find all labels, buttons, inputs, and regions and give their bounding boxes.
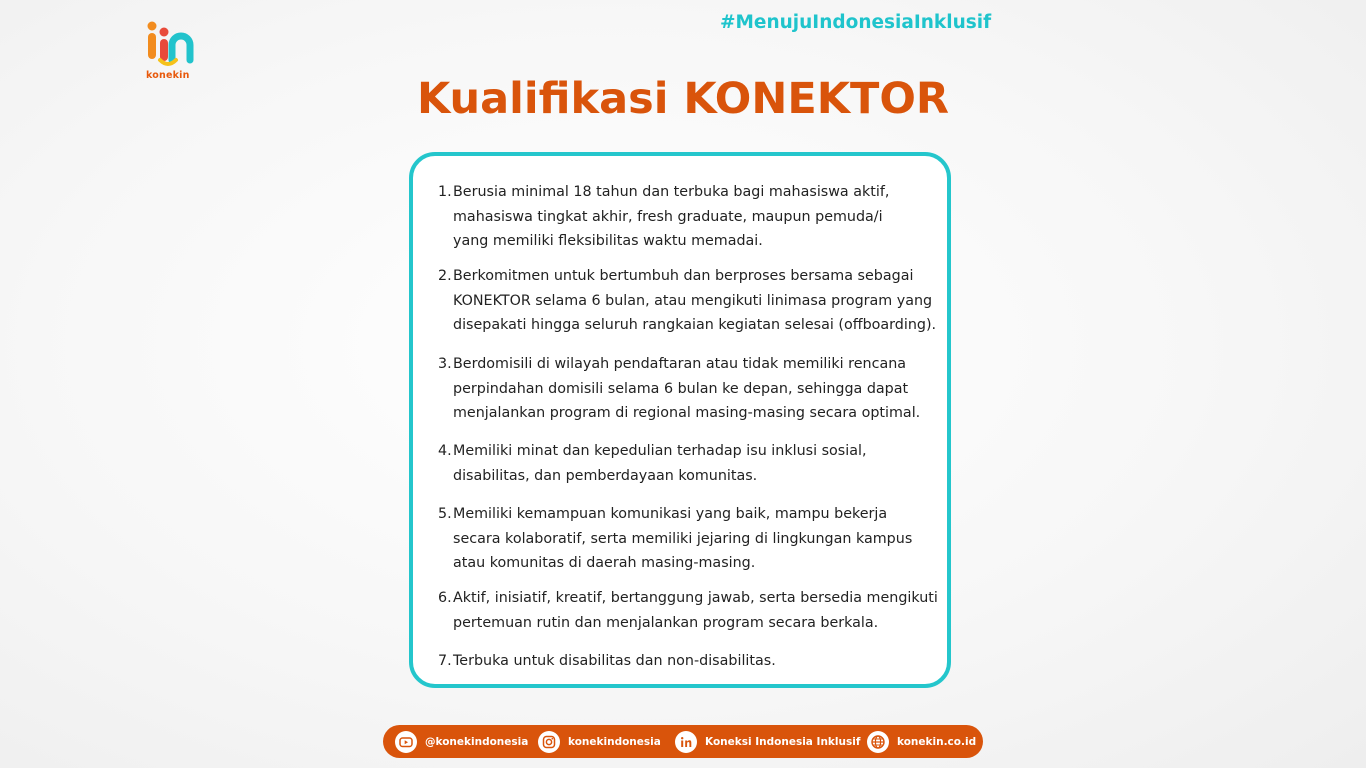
globe-icon (867, 731, 889, 753)
requirement-line: Berdomisili di wilayah pendaftaran atau tidak memiliki rencana (453, 356, 907, 372)
social-footer-bar (383, 725, 983, 758)
linkedin-label: Koneksi Indonesia Inklusif (705, 735, 861, 748)
requirement-line: Terbuka untuk disabilitas dan non-disabilitas. (453, 653, 776, 669)
youtube-label: @konekindonesia (425, 735, 529, 748)
requirement-line: Berusia minimal 18 tahun dan terbuka bagi mahasiswa aktif, (453, 184, 890, 200)
requirement-item-5 (436, 502, 951, 576)
requirement-line: atau komunitas di daerah masing-masing. (453, 555, 756, 571)
konekin-logo-mark (144, 20, 194, 68)
instagram-label: konekindonesia (568, 735, 661, 748)
requirement-line: KONEKTOR selama 6 bulan, atau mengikuti linimasa program yang (453, 292, 933, 309)
linkedin-link[interactable] (675, 730, 860, 753)
requirements-card (409, 152, 951, 688)
requirement-number: 1. (438, 184, 452, 200)
requirement-line: Aktif, inisiatif, kreatif, bertanggung jawab, serta bersedia mengikuti (453, 590, 938, 606)
requirement-line: Memiliki kemampuan komunikasi yang baik, mampu bekerja (453, 506, 888, 522)
requirement-line: secara kolaboratif, serta memiliki jejaring di lingkungan kampus (453, 530, 913, 547)
youtube-link[interactable] (395, 730, 528, 753)
requirement-line: menjalankan program di regional masing-masing secara optimal. (453, 405, 921, 421)
requirement-item-2 (436, 264, 951, 338)
requirement-line: yang memiliki fleksibilitas waktu memadai. (453, 233, 763, 249)
requirement-number: 6. (438, 590, 452, 606)
website-link[interactable] (867, 730, 976, 753)
requirement-line: Berkomitmen untuk bertumbuh dan berproses bersama sebagai (453, 268, 914, 284)
requirement-item-3 (436, 352, 951, 426)
requirement-item-4 (436, 439, 951, 488)
logo-text: konekin (146, 70, 190, 81)
instagram-link[interactable] (538, 730, 661, 753)
requirement-number: 7. (438, 653, 452, 669)
requirement-line: perpindahan domisili selama 6 bulan ke depan, sehingga dapat (453, 380, 909, 397)
linkedin-icon (675, 731, 697, 753)
requirement-item-1 (436, 180, 951, 254)
campaign-hashtag: #MenujuIndonesiaInklusif (720, 12, 992, 33)
instagram-icon (538, 731, 560, 753)
requirement-line: disepakati hingga seluruh rangkaian kegiatan selesai (offboarding). (453, 317, 937, 333)
website-label: konekin.co.id (897, 735, 977, 748)
requirement-line: pertemuan rutin dan menjalankan program secara berkala. (453, 614, 879, 631)
requirement-number: 3. (438, 356, 452, 372)
requirement-line: disabilitas, dan pemberdayaan komunitas. (453, 467, 758, 484)
requirement-item-6 (436, 586, 951, 635)
requirement-number: 5. (438, 506, 452, 522)
youtube-icon (395, 731, 417, 753)
requirement-item-7 (436, 649, 951, 674)
requirement-line: mahasiswa tingkat akhir, fresh graduate, maupun pemuda/i (453, 208, 883, 225)
page-title: Kualifikasi KONEKTOR (416, 74, 950, 124)
requirement-number: 4. (438, 443, 452, 459)
requirement-number: 2. (438, 268, 452, 284)
requirement-line: Memiliki minat dan kepedulian terhadap isu inklusi sosial, (453, 443, 867, 459)
